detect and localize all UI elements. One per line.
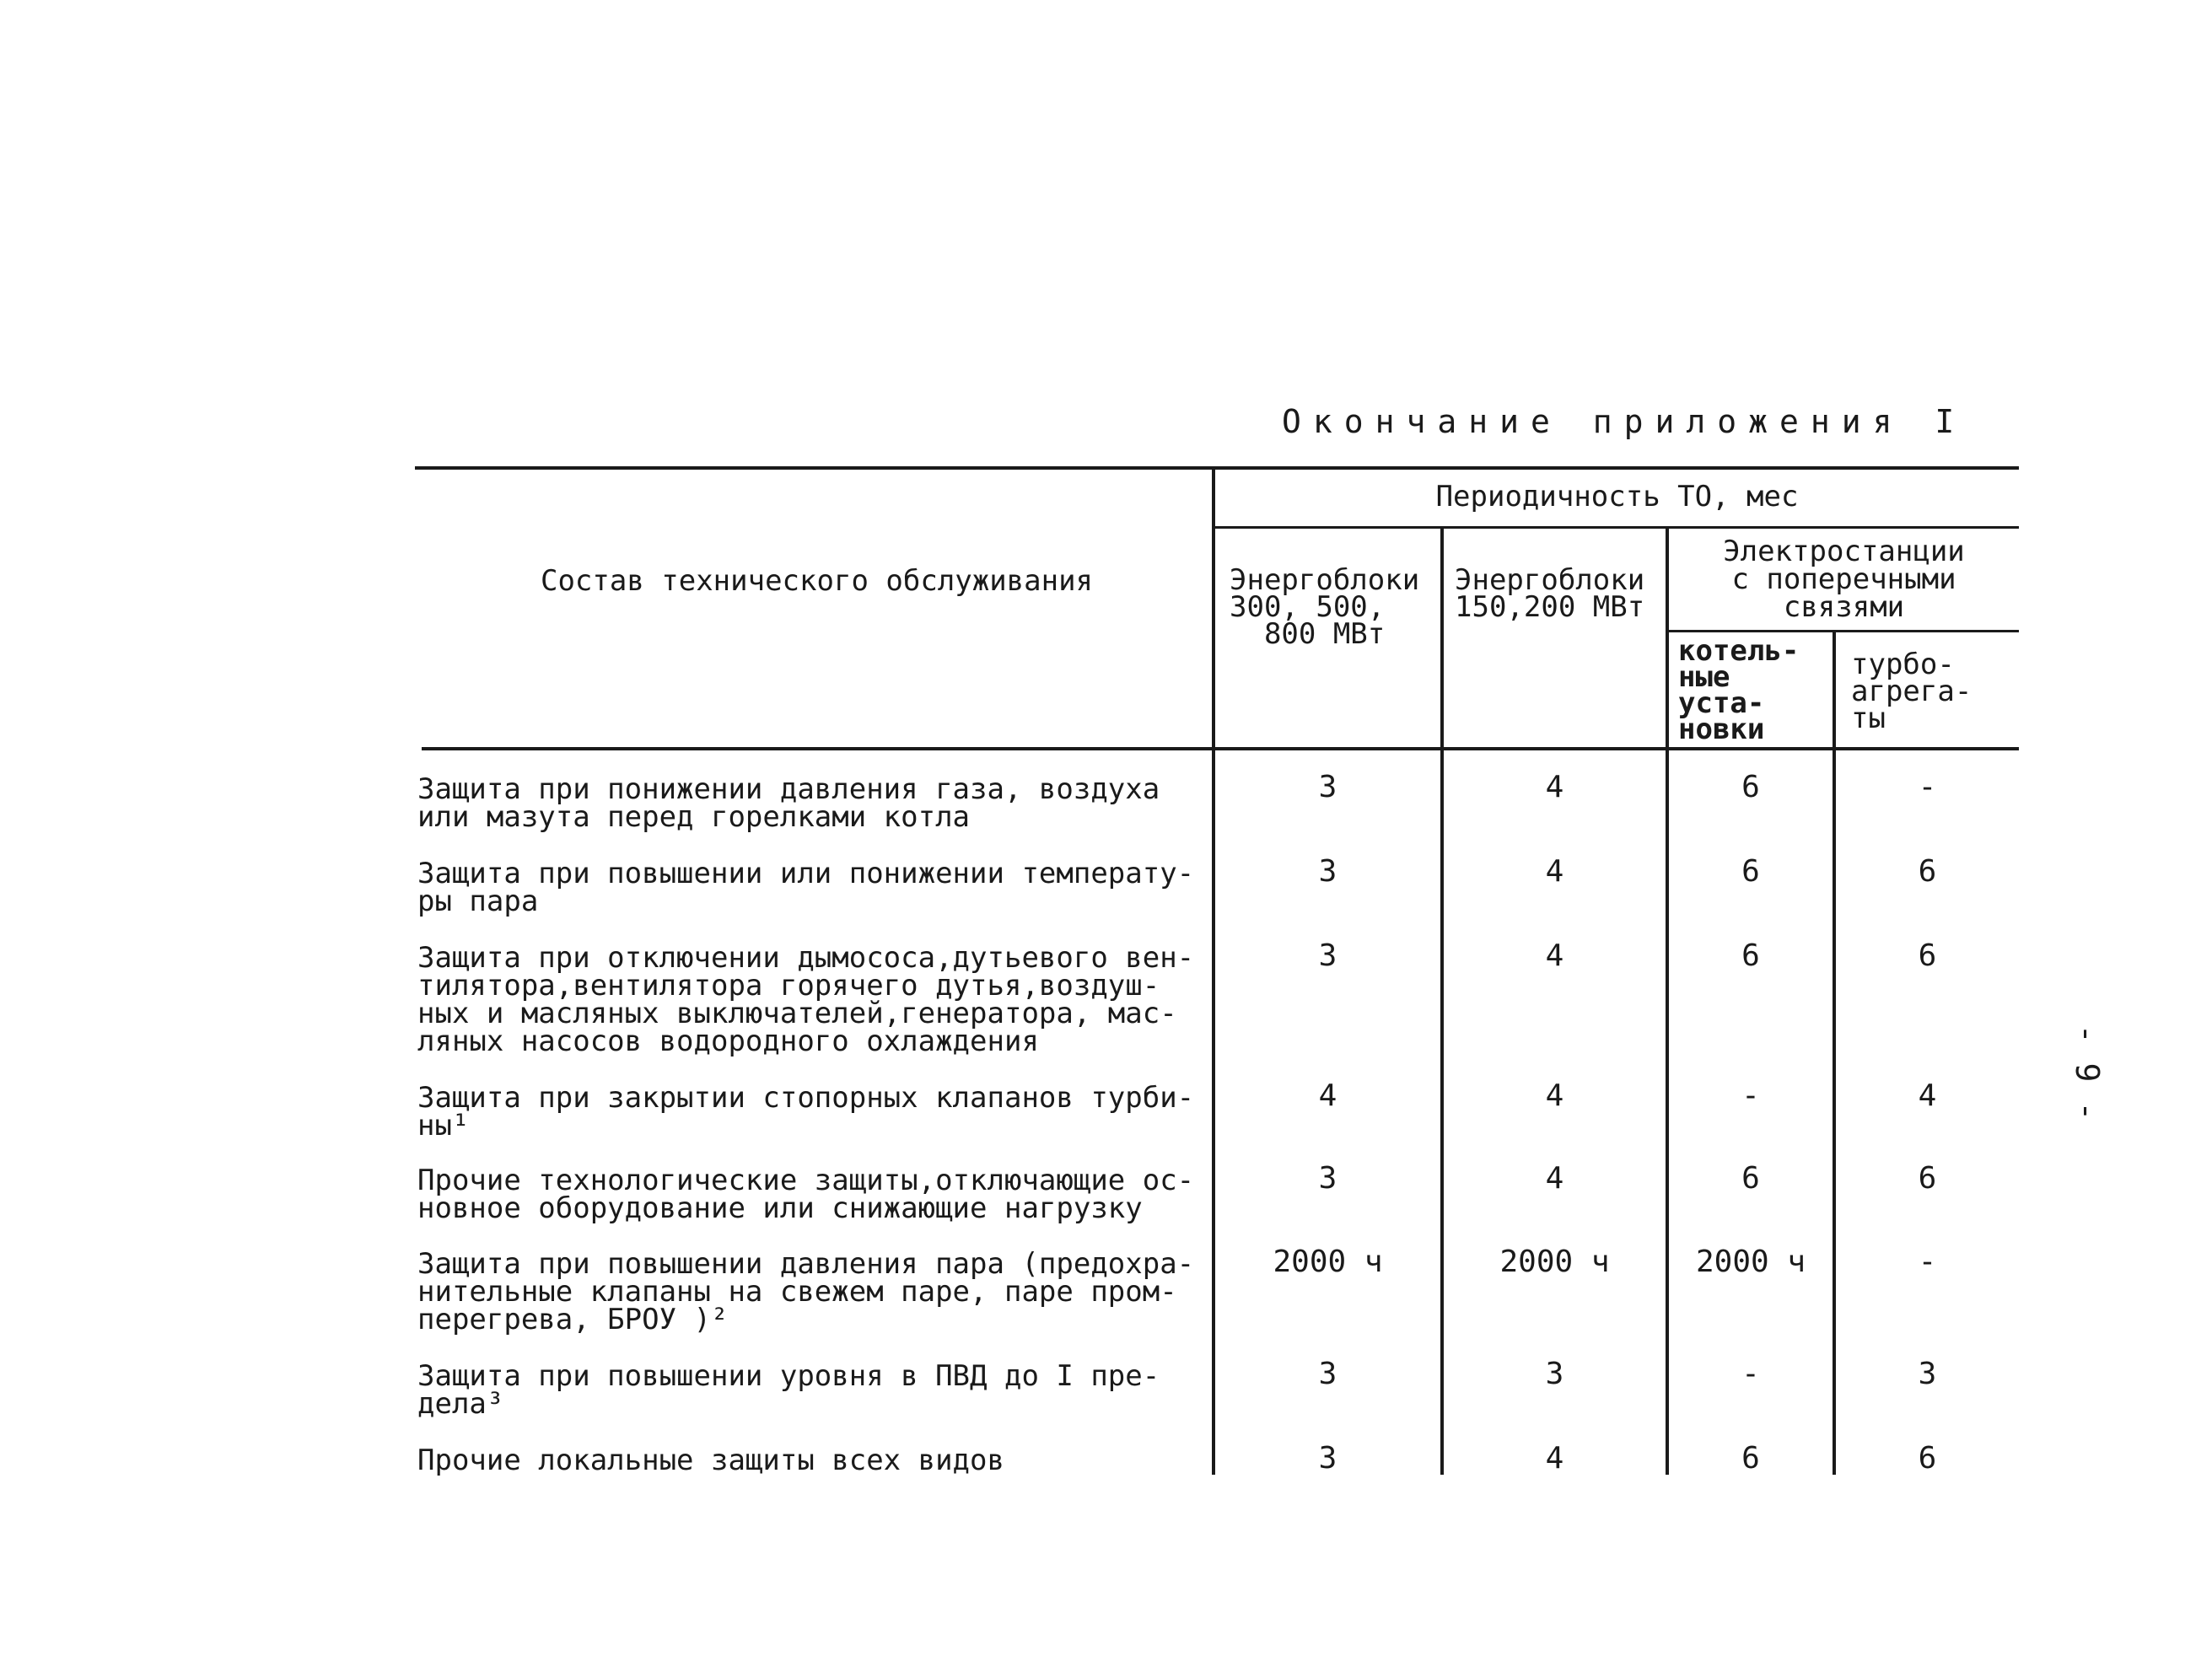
row-value-small-units: 3	[1545, 1357, 1564, 1391]
header-stations: Электростанции с поперечными связями	[1723, 535, 1965, 624]
row-description: Защита при повышении давления пара (предохра- нительные клапаны на свежем паре, паре пром- перегрева, БРОУ )²	[417, 1247, 1195, 1336]
row-value-boilers: -	[1741, 1357, 1760, 1391]
header-power-units-small: Энергоблоки 150,200 МВт	[1455, 563, 1645, 624]
row-description: Защита при отключении дымососа,дутьевого вен- тилятора,вентилятора горячего дутья,воздуш- ных и масляных выключателей,генератора, мас- ляных насосов водородного охлаждения	[417, 941, 1195, 1058]
header-power-units-large: Энергоблоки 300, 500, 800 МВт	[1230, 563, 1420, 651]
row-value-turbines: 6	[1918, 1161, 1937, 1196]
row-value-boilers: 2000 ч	[1695, 1245, 1806, 1279]
row-value-large-units: 3	[1318, 938, 1337, 973]
col-divider-3	[1666, 527, 1669, 1475]
row-value-boilers: 6	[1741, 854, 1760, 889]
row-value-boilers: -	[1741, 1078, 1760, 1113]
row-value-boilers: 6	[1741, 938, 1760, 973]
page-number: - 9 -	[2069, 1024, 2107, 1121]
row-description: Защита при повышении или понижении температу- ры пара	[417, 857, 1195, 918]
row-value-boilers: 6	[1741, 1161, 1760, 1196]
row-value-small-units: 2000 ч	[1499, 1245, 1610, 1279]
row-value-small-units: 4	[1545, 770, 1564, 804]
row-value-turbines: -	[1918, 1245, 1937, 1279]
row-value-large-units: 3	[1318, 1357, 1337, 1391]
row-value-boilers: 6	[1741, 1441, 1760, 1476]
header-composition: Состав технического обслуживания	[540, 564, 1094, 598]
row-value-large-units: 4	[1318, 1078, 1337, 1113]
row-description: Защита при повышении уровня в ПВД до I пре- дела³	[417, 1359, 1160, 1421]
header-boilers: котель- ные уста- новки	[1678, 634, 1800, 746]
row-value-turbines: 6	[1918, 938, 1937, 973]
row-value-large-units: 3	[1318, 1441, 1337, 1476]
header-periodicity: Периодичность ТО, мес	[1435, 480, 1799, 513]
header-turbines: турбо- агрега- ты	[1851, 648, 1973, 735]
header-bottom-rule	[422, 747, 2019, 750]
row-description: Защита при закрытии стопорных клапанов турби- ны¹	[417, 1081, 1195, 1143]
row-value-large-units: 3	[1318, 770, 1337, 804]
row-value-small-units: 4	[1545, 938, 1564, 973]
row-value-turbines: 4	[1918, 1078, 1937, 1113]
row-value-small-units: 4	[1545, 1078, 1564, 1113]
row-description: Прочие технологические защиты,отключающие ос- новное оборудование или снижающие нагрузку	[417, 1164, 1195, 1225]
row-value-small-units: 4	[1545, 1161, 1564, 1196]
row-value-small-units: 4	[1545, 854, 1564, 889]
row-value-turbines: 6	[1918, 854, 1937, 889]
row-value-small-units: 4	[1545, 1441, 1564, 1476]
row-value-large-units: 3	[1318, 1161, 1337, 1196]
row-value-large-units: 3	[1318, 854, 1337, 889]
row-value-turbines: 6	[1918, 1441, 1937, 1476]
table-top-rule	[415, 466, 2019, 470]
row-value-turbines: -	[1918, 770, 1937, 804]
periodicity-rule	[1212, 526, 2019, 529]
row-description: Прочие локальные защиты всех видов	[417, 1444, 1004, 1477]
row-value-large-units: 2000 ч	[1273, 1245, 1383, 1279]
col-divider-2	[1440, 527, 1444, 1475]
stations-rule	[1666, 630, 2019, 632]
col-divider-1	[1212, 468, 1215, 1475]
row-value-boilers: 6	[1741, 770, 1760, 804]
table-caption: Окончание приложения I	[1282, 403, 1967, 440]
col-divider-4	[1833, 631, 1836, 1475]
row-description: Защита при понижении давления газа, воздуха или мазута перед горелками котла	[417, 772, 1160, 834]
row-value-turbines: 3	[1918, 1357, 1937, 1391]
